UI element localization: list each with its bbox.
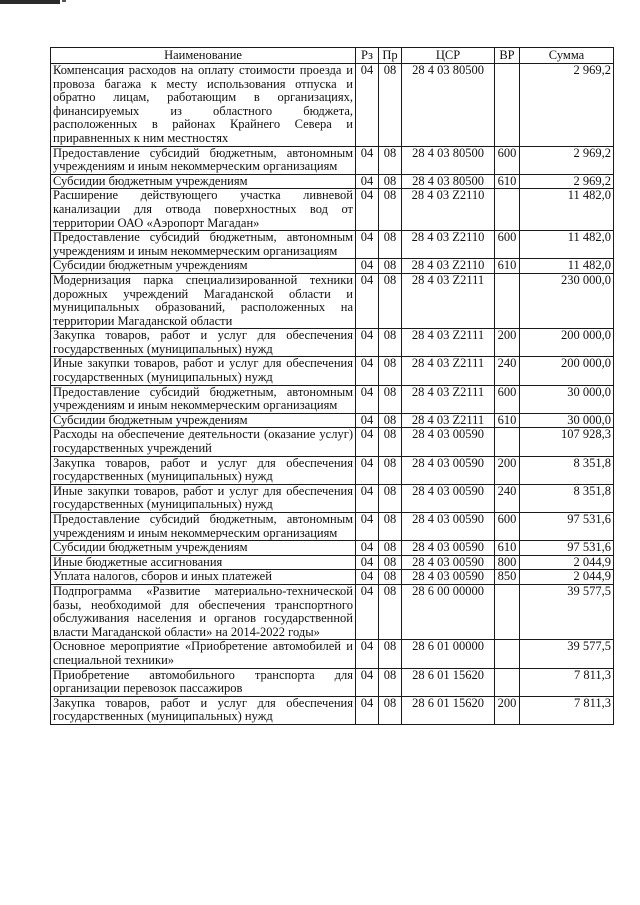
row-csr: 28 4 03 80500 bbox=[402, 174, 495, 189]
row-name: Предоставление субсидий бюджетным, автономным учреждениям и иным некоммерческим организациям bbox=[51, 146, 356, 174]
row-sum: 11 482,0 bbox=[520, 231, 614, 259]
row-vr bbox=[495, 428, 520, 456]
row-name: Компенсация расходов на оплату стоимости проезда и провоза багажа к месту использования отпуска и обратно лицам, работающим в организациях, финансируемых из областного бюджета, расположенных в районах Крайнего Севера и приравненных к ним местностях bbox=[51, 64, 356, 147]
row-sum: 39 577,5 bbox=[520, 584, 614, 639]
row-sum: 11 482,0 bbox=[520, 259, 614, 274]
row-sum: 8 351,8 bbox=[520, 484, 614, 512]
table-row bbox=[51, 640, 614, 668]
row-name: Иные закупки товаров, работ и услуг для обеспечения государственных (муниципальных) нужд bbox=[51, 484, 356, 512]
row-pr: 08 bbox=[379, 570, 402, 585]
table-row bbox=[51, 329, 614, 357]
row-rz: 04 bbox=[356, 146, 379, 174]
row-vr bbox=[495, 64, 520, 147]
row-name: Субсидии бюджетным учреждениям bbox=[51, 541, 356, 556]
row-name: Приобретение автомобильного транспорта для организации перевозок пассажиров bbox=[51, 668, 356, 696]
row-name: Предоставление субсидий бюджетным, автономным учреждениям и иным некоммерческим организациям bbox=[51, 231, 356, 259]
table-row bbox=[51, 385, 614, 413]
row-name: Основное мероприятие «Приобретение автомобилей и специальной техники» bbox=[51, 640, 356, 668]
row-name: Модернизация парка специализированной техники дорожных учреждений Магаданской области и муниципальных образований, расположенных на территории Магаданской области bbox=[51, 273, 356, 328]
row-name: Расширение действующего участка ливневой канализации для отвода поверхностных вод от территории ОАО «Аэропорт Магадан» bbox=[51, 189, 356, 231]
row-csr: 28 4 03 Z2110 bbox=[402, 189, 495, 231]
row-csr: 28 4 03 00590 bbox=[402, 570, 495, 585]
row-pr: 08 bbox=[379, 513, 402, 541]
row-name: Закупка товаров, работ и услуг для обеспечения государственных (муниципальных) нужд bbox=[51, 696, 356, 724]
row-vr: 200 bbox=[495, 329, 520, 357]
row-vr: 200 bbox=[495, 696, 520, 724]
row-sum: 200 000,0 bbox=[520, 329, 614, 357]
row-pr: 08 bbox=[379, 189, 402, 231]
table-row bbox=[51, 541, 614, 556]
row-csr: 28 6 01 00000 bbox=[402, 640, 495, 668]
row-name: Субсидии бюджетным учреждениям bbox=[51, 413, 356, 428]
row-pr: 08 bbox=[379, 329, 402, 357]
row-name: Субсидии бюджетным учреждениям bbox=[51, 259, 356, 274]
row-pr: 08 bbox=[379, 413, 402, 428]
table-row bbox=[51, 555, 614, 570]
row-csr: 28 4 03 Z2111 bbox=[402, 273, 495, 328]
row-sum: 2 969,2 bbox=[520, 174, 614, 189]
row-pr: 08 bbox=[379, 640, 402, 668]
row-rz: 04 bbox=[356, 555, 379, 570]
row-rz: 04 bbox=[356, 231, 379, 259]
row-vr: 600 bbox=[495, 385, 520, 413]
row-pr: 08 bbox=[379, 146, 402, 174]
budget-table bbox=[50, 47, 614, 725]
row-sum: 8 351,8 bbox=[520, 456, 614, 484]
row-sum: 2 969,2 bbox=[520, 146, 614, 174]
row-vr: 610 bbox=[495, 541, 520, 556]
row-rz: 04 bbox=[356, 541, 379, 556]
row-pr: 08 bbox=[379, 428, 402, 456]
row-vr bbox=[495, 640, 520, 668]
row-csr: 28 4 03 00590 bbox=[402, 541, 495, 556]
row-pr: 08 bbox=[379, 541, 402, 556]
row-name: Предоставление субсидий бюджетным, автономным учреждениям и иным некоммерческим организациям bbox=[51, 513, 356, 541]
row-rz: 04 bbox=[356, 640, 379, 668]
header-rz: Рз bbox=[356, 48, 379, 64]
row-csr: 28 4 03 Z2111 bbox=[402, 329, 495, 357]
table-row bbox=[51, 64, 614, 147]
row-name: Предоставление субсидий бюджетным, автономным учреждениям и иным некоммерческим организациям bbox=[51, 385, 356, 413]
row-vr: 600 bbox=[495, 513, 520, 541]
row-pr: 08 bbox=[379, 385, 402, 413]
row-name: Субсидии бюджетным учреждениям bbox=[51, 174, 356, 189]
row-name: Иные бюджетные ассигнования bbox=[51, 555, 356, 570]
table-row bbox=[51, 273, 614, 328]
scan-corner-tick bbox=[62, 0, 66, 2]
header-pr: Пр bbox=[379, 48, 402, 64]
row-rz: 04 bbox=[356, 189, 379, 231]
row-pr: 08 bbox=[379, 555, 402, 570]
row-csr: 28 4 03 Z2111 bbox=[402, 357, 495, 385]
header-sum: Сумма bbox=[520, 48, 614, 64]
row-rz: 04 bbox=[356, 413, 379, 428]
row-vr: 200 bbox=[495, 456, 520, 484]
table-row bbox=[51, 428, 614, 456]
table-header-row bbox=[51, 48, 614, 64]
row-csr: 28 4 03 00590 bbox=[402, 484, 495, 512]
row-sum: 97 531,6 bbox=[520, 513, 614, 541]
row-rz: 04 bbox=[356, 484, 379, 512]
row-rz: 04 bbox=[356, 259, 379, 274]
row-pr: 08 bbox=[379, 259, 402, 274]
row-vr: 600 bbox=[495, 231, 520, 259]
row-pr: 08 bbox=[379, 357, 402, 385]
table-row bbox=[51, 231, 614, 259]
row-csr: 28 4 03 00590 bbox=[402, 428, 495, 456]
row-sum: 30 000,0 bbox=[520, 413, 614, 428]
row-vr bbox=[495, 668, 520, 696]
row-rz: 04 bbox=[356, 64, 379, 147]
row-rz: 04 bbox=[356, 357, 379, 385]
row-sum: 2 969,2 bbox=[520, 64, 614, 147]
header-csr: ЦСР bbox=[402, 48, 495, 64]
row-csr: 28 6 00 00000 bbox=[402, 584, 495, 639]
row-csr: 28 4 03 Z2111 bbox=[402, 413, 495, 428]
row-vr: 610 bbox=[495, 259, 520, 274]
row-vr: 240 bbox=[495, 357, 520, 385]
row-rz: 04 bbox=[356, 428, 379, 456]
row-rz: 04 bbox=[356, 696, 379, 724]
row-rz: 04 bbox=[356, 513, 379, 541]
header-name: Наименование bbox=[51, 48, 356, 64]
row-sum: 11 482,0 bbox=[520, 189, 614, 231]
row-csr: 28 4 03 Z2111 bbox=[402, 385, 495, 413]
row-csr: 28 6 01 15620 bbox=[402, 668, 495, 696]
row-csr: 28 4 03 80500 bbox=[402, 146, 495, 174]
row-pr: 08 bbox=[379, 456, 402, 484]
row-rz: 04 bbox=[356, 584, 379, 639]
row-sum: 97 531,6 bbox=[520, 541, 614, 556]
row-rz: 04 bbox=[356, 329, 379, 357]
row-rz: 04 bbox=[356, 456, 379, 484]
row-name: Закупка товаров, работ и услуг для обеспечения государственных (муниципальных) нужд bbox=[51, 329, 356, 357]
row-vr: 240 bbox=[495, 484, 520, 512]
row-csr: 28 6 01 15620 bbox=[402, 696, 495, 724]
row-vr: 610 bbox=[495, 174, 520, 189]
row-rz: 04 bbox=[356, 385, 379, 413]
row-sum: 200 000,0 bbox=[520, 357, 614, 385]
row-rz: 04 bbox=[356, 174, 379, 189]
row-vr: 850 bbox=[495, 570, 520, 585]
row-pr: 08 bbox=[379, 668, 402, 696]
row-rz: 04 bbox=[356, 570, 379, 585]
row-csr: 28 4 03 80500 bbox=[402, 64, 495, 147]
table-row bbox=[51, 456, 614, 484]
table-row bbox=[51, 259, 614, 274]
table-row bbox=[51, 668, 614, 696]
table-body bbox=[51, 64, 614, 725]
header-vr: ВР bbox=[495, 48, 520, 64]
row-name: Подпрограмма «Развитие материально-технической базы, необходимой для обеспечения транспортного обслуживания населения и органов государственной власти Магаданской области» на 2014-2022 годы» bbox=[51, 584, 356, 639]
row-pr: 08 bbox=[379, 584, 402, 639]
row-sum: 2 044,9 bbox=[520, 570, 614, 585]
row-sum: 39 577,5 bbox=[520, 640, 614, 668]
scan-corner-mark bbox=[0, 0, 60, 4]
row-sum: 230 000,0 bbox=[520, 273, 614, 328]
row-csr: 28 4 03 Z2110 bbox=[402, 259, 495, 274]
table-row bbox=[51, 357, 614, 385]
table-row bbox=[51, 146, 614, 174]
table-row bbox=[51, 584, 614, 639]
row-vr: 600 bbox=[495, 146, 520, 174]
row-pr: 08 bbox=[379, 273, 402, 328]
row-pr: 08 bbox=[379, 231, 402, 259]
row-name: Закупка товаров, работ и услуг для обеспечения государственных (муниципальных) нужд bbox=[51, 456, 356, 484]
table-row bbox=[51, 174, 614, 189]
row-sum: 30 000,0 bbox=[520, 385, 614, 413]
row-csr: 28 4 03 00590 bbox=[402, 513, 495, 541]
row-pr: 08 bbox=[379, 174, 402, 189]
row-name: Иные закупки товаров, работ и услуг для обеспечения государственных (муниципальных) нужд bbox=[51, 357, 356, 385]
row-vr bbox=[495, 189, 520, 231]
table-row bbox=[51, 189, 614, 231]
row-pr: 08 bbox=[379, 696, 402, 724]
row-sum: 7 811,3 bbox=[520, 696, 614, 724]
table-row bbox=[51, 513, 614, 541]
row-name: Расходы на обеспечение деятельности (оказание услуг) государственных учреждений bbox=[51, 428, 356, 456]
row-csr: 28 4 03 Z2110 bbox=[402, 231, 495, 259]
row-vr bbox=[495, 584, 520, 639]
row-vr: 800 bbox=[495, 555, 520, 570]
row-pr: 08 bbox=[379, 484, 402, 512]
row-sum: 7 811,3 bbox=[520, 668, 614, 696]
table-row bbox=[51, 696, 614, 724]
table-row bbox=[51, 413, 614, 428]
row-csr: 28 4 03 00590 bbox=[402, 456, 495, 484]
row-sum: 2 044,9 bbox=[520, 555, 614, 570]
table-row bbox=[51, 570, 614, 585]
row-vr bbox=[495, 273, 520, 328]
row-pr: 08 bbox=[379, 64, 402, 147]
table-row bbox=[51, 484, 614, 512]
row-name: Уплата налогов, сборов и иных платежей bbox=[51, 570, 356, 585]
row-csr: 28 4 03 00590 bbox=[402, 555, 495, 570]
row-vr: 610 bbox=[495, 413, 520, 428]
row-sum: 107 928,3 bbox=[520, 428, 614, 456]
row-rz: 04 bbox=[356, 273, 379, 328]
row-rz: 04 bbox=[356, 668, 379, 696]
